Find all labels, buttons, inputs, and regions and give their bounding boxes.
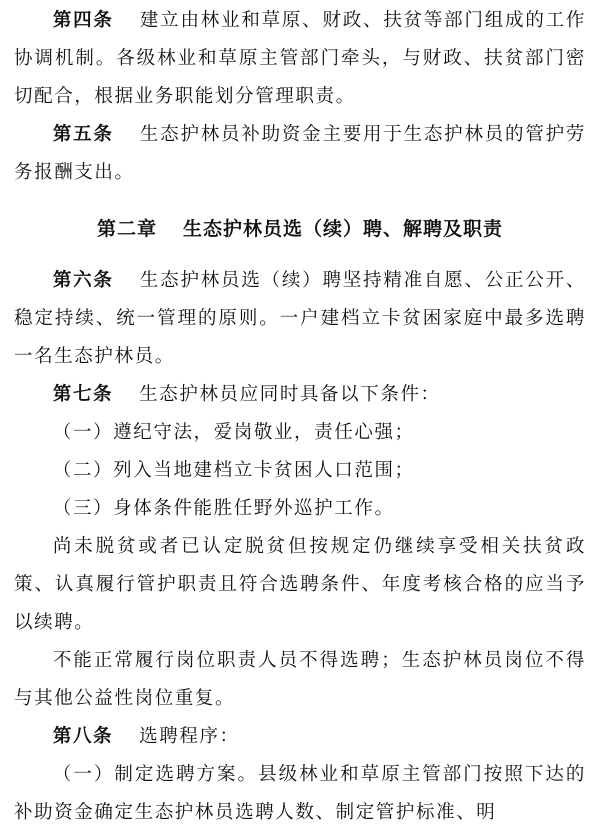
- article-4-text: 建立由林业和草原、财政、扶贫等部门组成的工作协调机制。各级林业和草原主管部门牵头，与财政、扶贫部门密切配合，根据业务职能划分管理职责。: [14, 10, 586, 107]
- article-5-label: 第五条: [52, 124, 114, 145]
- article-6-text: 生态护林员选（续）聘坚持精准自愿、公正公开、稳定持续、统一管理的原则。一户建档立卡贫困家庭中最多选聘一名生态护林员。: [14, 270, 586, 367]
- article-7: [14, 376, 586, 414]
- article-6: [14, 262, 586, 376]
- article-7-paragraph-2: 不能正常履行岗位职责人员不得选聘；生态护林员岗位不得与其他公益性岗位重复。: [14, 650, 586, 709]
- article-8-label: 第八条: [52, 726, 114, 747]
- article-8-item-1: （一）制定选聘方案。县级林业和草原主管部门按照下达的补助资金确定生态护林员选聘人数、制定管护标准、明: [14, 764, 586, 823]
- article-8: [14, 718, 586, 756]
- chapter-title: 生态护林员选（续）聘、解聘及职责: [183, 218, 504, 240]
- article-8-text: 选聘程序：: [139, 726, 240, 747]
- article-7-item-1: （一）遵纪守法，爱岗敬业，责任心强；: [52, 422, 415, 443]
- article-7-paragraph-1: 尚未脱贫或者已认定脱贫但按规定仍继续享受相关扶贫政策、认真履行管护职责且符合选聘条件、年度考核合格的应当予以续聘。: [14, 536, 586, 633]
- article-7-label: 第七条: [52, 384, 114, 405]
- article-5-text: 生态护林员补助资金主要用于生态护林员的管护劳务报酬支出。: [14, 124, 586, 183]
- article-4-label: 第四条: [52, 10, 114, 31]
- chapter-number: 第二章: [96, 218, 157, 240]
- article-7-item-2: （二）列入当地建档立卡贫困人口范围；: [52, 460, 415, 481]
- article-6-label: 第六条: [52, 270, 114, 291]
- article-7-item-3: （三）身体条件能胜任野外巡护工作。: [52, 498, 395, 519]
- chapter-heading: [14, 210, 586, 248]
- article-5: [14, 116, 586, 192]
- article-4: [14, 2, 586, 116]
- article-7-text: 生态护林员应同时具备以下条件：: [139, 384, 441, 405]
